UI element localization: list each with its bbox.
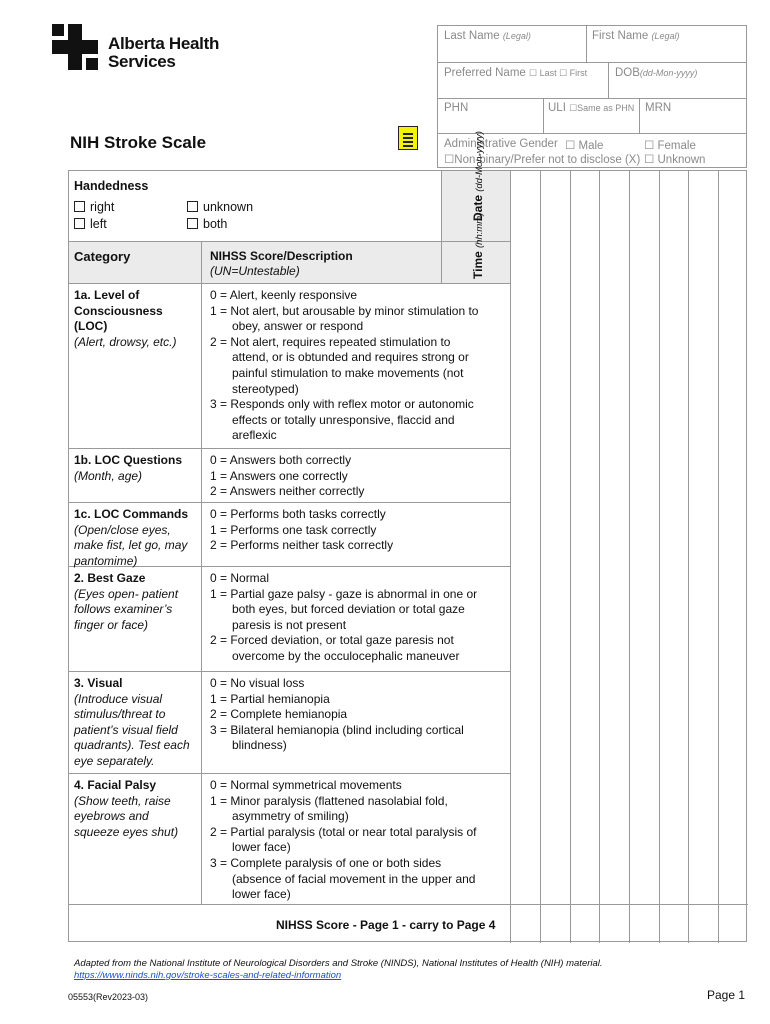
score-line: 0 = Alert, keenly responsive <box>210 288 358 302</box>
score-line: lower face) <box>232 887 291 902</box>
category-hint: pantomime) <box>74 553 138 568</box>
score-line: 0 = Normal <box>210 571 270 585</box>
untestable-note: (UN=Untestable) <box>210 264 300 278</box>
category-title: 1b. LOC Questions <box>74 453 183 467</box>
category-title: Consciousness <box>74 303 163 318</box>
score-description <box>210 507 393 554</box>
first-name-field[interactable]: First Name (Legal) <box>592 30 680 42</box>
score-description <box>210 676 464 754</box>
score-line: 0 = Normal symmetrical movements <box>210 778 402 792</box>
category-cell <box>74 453 182 484</box>
score-line: 1 = Performs one task correctly <box>210 522 377 537</box>
handedness-label: Handedness <box>74 179 149 193</box>
category-hint: (Alert, drowsy, etc.) <box>74 334 177 349</box>
score-line: 1 = Partial gaze palsy - gaze is abnormal in one or <box>210 586 478 601</box>
category-cell <box>74 507 188 569</box>
category-hint: eye separately. <box>74 753 155 768</box>
score-description <box>210 571 477 665</box>
category-hint: squeeze eyes shut) <box>74 824 179 839</box>
page-title: NIH Stroke Scale <box>70 133 207 152</box>
score-line: 0 = Answers both correctly <box>210 453 352 467</box>
handedness-right[interactable]: right <box>74 200 114 216</box>
category-column-header: Category <box>74 249 131 264</box>
score-line: (absence of facial movement in the upper and <box>232 871 476 886</box>
category-title: 1c. LOC Commands <box>74 507 189 521</box>
score-line: blindness) <box>232 738 287 753</box>
gender-label: Administrative Gender <box>444 138 558 150</box>
dob-field[interactable]: DOB(dd-Mon-yyyy) <box>615 67 698 79</box>
score-line: 0 = Performs both tasks correctly <box>210 507 386 521</box>
score-line: 2 = Complete hemianopia <box>210 707 348 722</box>
ninds-link[interactable]: https://www.ninds.nih.gov/stroke-scales-and-related-information <box>74 970 342 981</box>
category-hint: make fist, let go, may <box>74 538 188 553</box>
category-cell <box>74 778 178 840</box>
handedness-left[interactable]: left <box>74 217 107 233</box>
last-name-field[interactable]: Last Name (Legal) <box>444 30 531 42</box>
category-hint: stimulus/threat to <box>74 707 166 722</box>
score-line: asymmetry of smiling) <box>232 809 349 824</box>
score-line: 1 = Minor paralysis (flattened nasolabial fold, <box>210 793 448 808</box>
score-line: 1 = Not alert, but arousable by minor stimulation to <box>210 303 479 318</box>
score-line: 2 = Not alert, requires repeated stimulation to <box>210 334 451 349</box>
category-cell <box>74 676 190 770</box>
score-description <box>210 288 478 444</box>
category-title: 2. Best Gaze <box>74 571 146 585</box>
score-line: both eyes, but forced deviation or total gaze <box>232 602 465 617</box>
gender-nonbinary-checkbox[interactable]: ☐Non-binary/Prefer not to disclose (X) <box>444 154 641 166</box>
gender-male-checkbox[interactable]: ☐ Male <box>565 140 604 152</box>
score-line: areflexic <box>232 428 277 443</box>
gender-unknown-checkbox[interactable]: ☐ Unknown <box>644 154 706 166</box>
score-line: 1 = Partial hemianopia <box>210 691 330 706</box>
score-line: painful stimulation to make movements (not <box>232 365 464 380</box>
score-line: obey, answer or respond <box>232 319 364 334</box>
category-hint: (Open/close eyes, <box>74 522 171 537</box>
gender-female-checkbox[interactable]: ☐ Female <box>644 140 696 152</box>
form-id: 05553(Rev2023-03) <box>68 992 149 1002</box>
category-hint: (Show teeth, raise <box>74 793 171 808</box>
time-column-label: Time (hh:mm) <box>471 212 485 279</box>
category-title: 4. Facial Palsy <box>74 778 157 792</box>
score-line: attend, or is obtunded and requires strong or <box>232 350 469 365</box>
category-hint: patient’s visual field <box>74 722 178 737</box>
score-line: 2 = Partial paralysis (total or near total paralysis of <box>210 824 477 839</box>
category-title: (LOC) <box>74 319 108 334</box>
category-hint: (Eyes open- patient <box>74 586 179 601</box>
score-line: effects or totally unresponsive, flaccid and <box>232 412 455 427</box>
score-column-header: NIHSS Score/Description <box>210 249 353 263</box>
phn-field[interactable]: PHN <box>444 102 469 114</box>
handedness-both[interactable]: both <box>187 217 227 233</box>
category-hint: finger or face) <box>74 617 149 632</box>
score-line: 0 = No visual loss <box>210 676 305 690</box>
score-line: 3 = Complete paralysis of one or both sides <box>210 855 442 870</box>
score-line: 3 = Bilateral hemianopia (blind including cortical <box>210 722 464 737</box>
category-hint: (Month, age) <box>74 468 143 483</box>
uli-field[interactable]: ULI ☐Same as PHN <box>548 102 635 114</box>
score-line: paresis is not present <box>232 617 347 632</box>
category-hint: follows examiner’s <box>74 602 173 617</box>
score-line: 3 = Responds only with reflex motor or autonomic <box>210 397 474 412</box>
score-line: 1 = Answers one correctly <box>210 468 348 483</box>
score-line: stereotyped) <box>232 381 299 396</box>
date-column-label: Date (dd-Mon-yyyy) <box>471 131 485 221</box>
category-cell <box>74 288 176 350</box>
score-line: lower face) <box>232 840 291 855</box>
category-cell <box>74 571 178 633</box>
score-line: 2 = Answers neither correctly <box>210 484 365 499</box>
note-icon[interactable] <box>398 126 418 150</box>
category-hint: (Introduce visual <box>74 691 163 706</box>
ahs-logo-icon <box>52 24 98 70</box>
mrn-field[interactable]: MRN <box>645 102 672 114</box>
score-description <box>210 778 476 903</box>
footer-note: Adapted from the National Institute of Neurological Disorders and Stroke (NINDS), National Institutes of Health (NIH) material. https://www.ninds.nih.gov/stroke-scales-and-related-information <box>74 958 603 981</box>
handedness-unknown[interactable]: unknown <box>187 200 253 216</box>
category-title: 1a. Level of <box>74 288 140 302</box>
preferred-name-field[interactable]: Preferred Name ☐ Last ☐ First <box>444 67 588 79</box>
page-number: Page 1 <box>707 988 746 1002</box>
category-title: 3. Visual <box>74 676 123 690</box>
page-total-label: NIHSS Score - Page 1 - carry to Page 4 <box>276 918 496 932</box>
category-hint: eyebrows and <box>74 809 149 824</box>
score-description <box>210 453 364 500</box>
score-line: 2 = Performs neither task correctly <box>210 538 394 553</box>
category-hint: quadrants). Test each <box>74 738 190 753</box>
score-line: overcome by the occulocephalic maneuver <box>232 648 460 663</box>
score-line: 2 = Forced deviation, or total gaze paresis not <box>210 633 454 648</box>
logo-text: Alberta Health Services <box>108 34 220 71</box>
